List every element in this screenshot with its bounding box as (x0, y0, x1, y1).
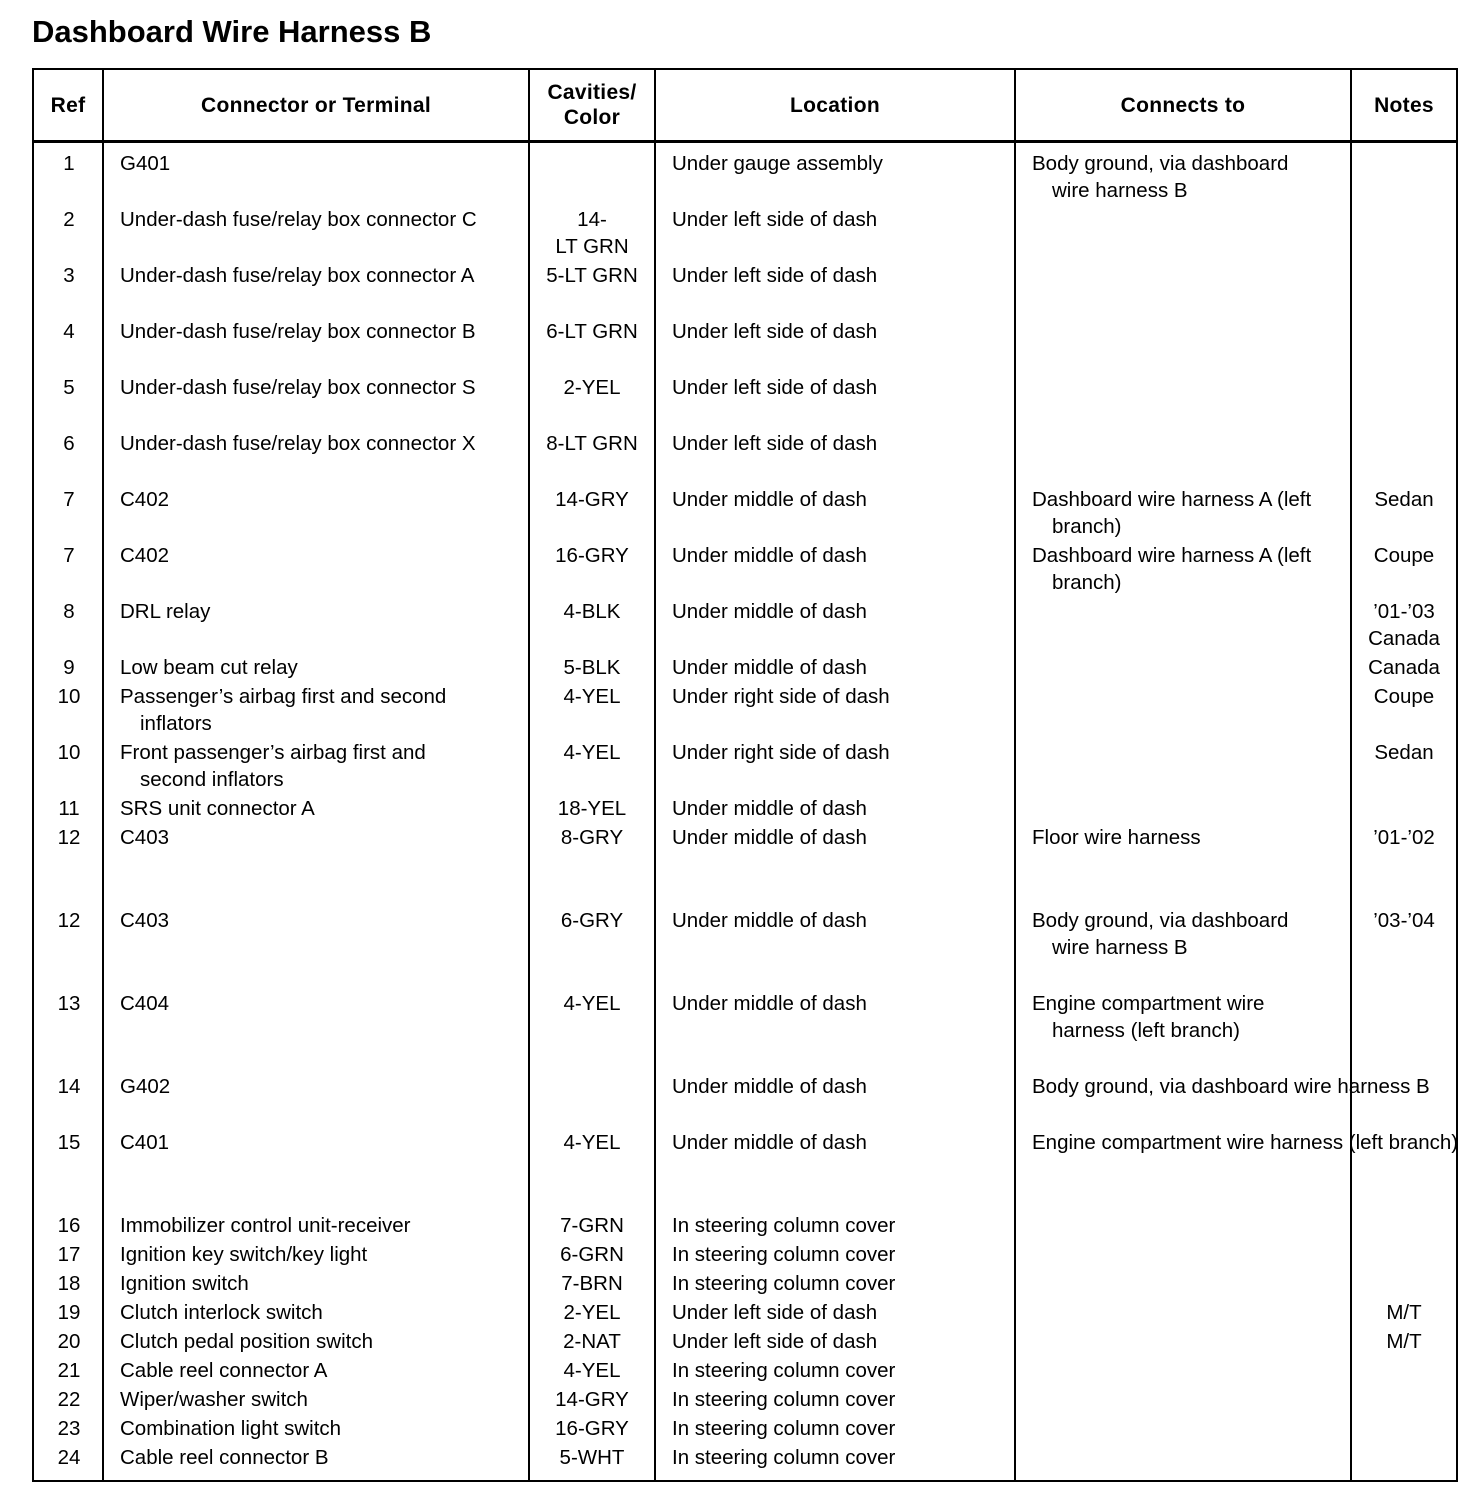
cell-connector: Cable reel connector B (120, 1446, 329, 1469)
header-divider (34, 140, 1456, 143)
cell-ref: 22 (57, 1388, 81, 1411)
cell-connects-to (1032, 542, 1311, 596)
cell-connector: Clutch interlock switch (120, 1301, 323, 1324)
cell-line: ’01-’03 (1373, 600, 1435, 623)
cell-connector: G402 (120, 1075, 171, 1098)
cell-location: Under left side of dash (672, 264, 878, 287)
cell-ref: 1 (63, 152, 75, 175)
cell-line: wire harness B (1052, 179, 1188, 202)
cell-cavities: 8-LT GRN (546, 432, 638, 455)
cell-connector: DRL relay (120, 600, 211, 623)
cell-location: Under left side of dash (672, 432, 878, 455)
cell-cavities: 18-YEL (557, 797, 627, 820)
cell-cavities: 4-BLK (563, 600, 621, 623)
cell-connector: C404 (120, 992, 170, 1015)
cell-location: Under middle of dash (672, 1075, 867, 1098)
cell-location: Under middle of dash (672, 544, 867, 567)
cell-line: Body ground, via dashboard (1032, 909, 1289, 932)
cell-connector: SRS unit connector A (120, 797, 315, 820)
cell-line: branch) (1052, 571, 1122, 594)
cell-connector: G401 (120, 152, 171, 175)
cell-connector: Under-dash fuse/relay box connector A (120, 264, 475, 287)
cell-line: Dashboard wire harness A (left (1032, 488, 1312, 511)
cell-connector (120, 683, 446, 737)
cell-cavities: 6-LT GRN (546, 320, 638, 343)
header-connector: Connector or Terminal (201, 93, 431, 117)
cell-cavities: 5-BLK (563, 656, 621, 679)
cell-connects-to: Body ground, via dashboard wire harness B (1032, 1075, 1430, 1098)
cell-cavities: 2-YEL (563, 1301, 621, 1324)
column-divider (1350, 70, 1352, 1480)
cell-cavities: 7-GRN (560, 1214, 624, 1237)
cell-connector: Cable reel connector A (120, 1359, 328, 1382)
cell-location: Under left side of dash (672, 1330, 878, 1353)
cell-ref: 13 (57, 992, 81, 1015)
cell-connects-to (1032, 990, 1264, 1044)
cell-line: inflators (140, 712, 212, 735)
cell-ref: 15 (57, 1131, 81, 1154)
cell-connector: Immobilizer control unit-receiver (120, 1214, 411, 1237)
cell-ref: 7 (63, 544, 75, 567)
cell-location: Under middle of dash (672, 992, 867, 1015)
cell-cavities: 14-GRY (555, 488, 629, 511)
cell-line: Engine compartment wire (1032, 992, 1265, 1015)
cell-notes: M/T (1386, 1301, 1422, 1324)
cell-line: LT GRN (555, 235, 629, 258)
cell-ref: 8 (63, 600, 75, 623)
header-notes: Notes (1374, 93, 1434, 117)
cell-location: In steering column cover (672, 1446, 896, 1469)
cell-location: Under middle of dash (672, 1131, 867, 1154)
cell-location: Under middle of dash (672, 797, 867, 820)
cell-connects-to: Floor wire harness (1032, 826, 1201, 849)
header-cavities-label: Cavities/ Color (547, 81, 637, 129)
cell-notes: ’03-’04 (1373, 909, 1435, 932)
cell-ref: 23 (57, 1417, 81, 1440)
cell-ref: 5 (63, 376, 75, 399)
header-ref: Ref (50, 93, 86, 117)
cell-ref: 12 (57, 909, 81, 932)
cell-line: Canada (1368, 627, 1440, 650)
cell-line: Body ground, via dashboard (1032, 152, 1289, 175)
cell-location: In steering column cover (672, 1272, 896, 1295)
cell-cavities: 16-GRY (555, 1417, 629, 1440)
cell-notes: M/T (1386, 1330, 1422, 1353)
cell-ref: 14 (57, 1075, 81, 1098)
cell-cavities: 5-LT GRN (546, 264, 638, 287)
cell-cavities: 8-GRY (560, 826, 624, 849)
cell-line: second inflators (140, 768, 284, 791)
cell-location: Under right side of dash (672, 741, 890, 764)
cell-ref: 9 (63, 656, 75, 679)
cell-cavities: 6-GRY (560, 909, 624, 932)
cell-line: Front passenger’s airbag first and (120, 741, 426, 764)
cell-cavities: 4-YEL (563, 741, 621, 764)
cell-location: In steering column cover (672, 1388, 896, 1411)
cell-ref: 19 (57, 1301, 81, 1324)
cell-ref: 10 (57, 741, 81, 764)
cell-line: 14- (577, 208, 607, 231)
cell-ref: 11 (58, 797, 80, 820)
header-location: Location (790, 93, 880, 117)
cell-cavities: 4-YEL (563, 1359, 621, 1382)
cell-connector: C403 (120, 909, 170, 932)
cell-connector: Under-dash fuse/relay box connector C (120, 208, 477, 231)
cell-connector: Wiper/washer switch (120, 1388, 308, 1411)
cell-connects-to (1032, 907, 1288, 961)
cell-cavities: 6-GRN (560, 1243, 624, 1266)
cell-connects-to (1032, 150, 1288, 204)
cell-connector (120, 739, 426, 793)
cell-location: In steering column cover (672, 1243, 896, 1266)
cell-cavities: 5-WHT (559, 1446, 625, 1469)
cell-ref: 20 (57, 1330, 81, 1353)
cell-ref: 21 (57, 1359, 81, 1382)
cell-cavities (530, 206, 654, 260)
cell-connector: Under-dash fuse/relay box connector S (120, 376, 476, 399)
cell-notes (1354, 598, 1454, 652)
cell-line: harness (left branch) (1052, 1019, 1241, 1042)
cell-cavities: 4-YEL (563, 685, 621, 708)
cell-connector: Combination light switch (120, 1417, 342, 1440)
cell-location: Under middle of dash (672, 909, 867, 932)
cell-location: Under left side of dash (672, 208, 878, 231)
cell-cavities: 2-NAT (563, 1330, 621, 1353)
page-title: Dashboard Wire Harness B (32, 14, 432, 49)
cell-notes: Sedan (1374, 488, 1434, 511)
cell-connector: C403 (120, 826, 170, 849)
cell-line: wire harness B (1052, 936, 1188, 959)
cell-location: Under middle of dash (672, 600, 867, 623)
cell-connector: Low beam cut relay (120, 656, 298, 679)
cell-connector: Clutch pedal position switch (120, 1330, 373, 1353)
cell-cavities: 7-BRN (561, 1272, 623, 1295)
header-connects-to: Connects to (1120, 93, 1246, 117)
cell-connects-to (1032, 486, 1311, 540)
cell-ref: 24 (57, 1446, 81, 1469)
cell-location: In steering column cover (672, 1214, 896, 1237)
column-divider (654, 70, 656, 1480)
cell-connector: Ignition switch (120, 1272, 249, 1295)
cell-location: In steering column cover (672, 1359, 896, 1382)
cell-notes: Sedan (1374, 741, 1434, 764)
cell-location: Under right side of dash (672, 685, 890, 708)
cell-location: In steering column cover (672, 1417, 896, 1440)
cell-line: Passenger’s airbag first and second (120, 685, 447, 708)
cell-cavities: 16-GRY (555, 544, 629, 567)
cell-cavities: 2-YEL (563, 376, 621, 399)
cell-line: branch) (1052, 515, 1122, 538)
cell-location: Under left side of dash (672, 376, 878, 399)
cell-notes: Canada (1368, 656, 1440, 679)
cell-location: Under middle of dash (672, 826, 867, 849)
cell-line: Dashboard wire harness A (left (1032, 544, 1312, 567)
cell-connector: Under-dash fuse/relay box connector B (120, 320, 476, 343)
cell-notes: Coupe (1373, 544, 1435, 567)
cell-notes: ’01-’02 (1373, 826, 1435, 849)
cell-ref: 6 (63, 432, 75, 455)
cell-connector: C402 (120, 544, 170, 567)
cell-location: Under left side of dash (672, 1301, 878, 1324)
cell-cavities: 4-YEL (563, 992, 621, 1015)
cell-ref: 12 (57, 826, 81, 849)
cell-ref: 3 (63, 264, 75, 287)
cell-location: Under left side of dash (672, 320, 878, 343)
wire-harness-table (32, 68, 1458, 1482)
cell-cavities: 14-GRY (555, 1388, 629, 1411)
cell-connector: Under-dash fuse/relay box connector X (120, 432, 476, 455)
column-divider (1014, 70, 1016, 1480)
cell-ref: 7 (63, 488, 75, 511)
cell-ref: 10 (57, 685, 81, 708)
cell-location: Under middle of dash (672, 656, 867, 679)
cell-connector: C401 (120, 1131, 170, 1154)
cell-ref: 2 (63, 208, 75, 231)
cell-ref: 16 (57, 1214, 81, 1237)
cell-notes: Coupe (1373, 685, 1435, 708)
cell-connector: Ignition key switch/key light (120, 1243, 368, 1266)
cell-location: Under middle of dash (672, 488, 867, 511)
cell-connects-to: Engine compartment wire harness (left branch) (1032, 1131, 1459, 1154)
cell-ref: 17 (57, 1243, 81, 1266)
cell-connector: C402 (120, 488, 170, 511)
header-cavities (530, 70, 654, 140)
cell-location: Under gauge assembly (672, 152, 883, 175)
cell-ref: 18 (57, 1272, 81, 1295)
cell-ref: 4 (63, 320, 75, 343)
cell-cavities: 4-YEL (563, 1131, 621, 1154)
